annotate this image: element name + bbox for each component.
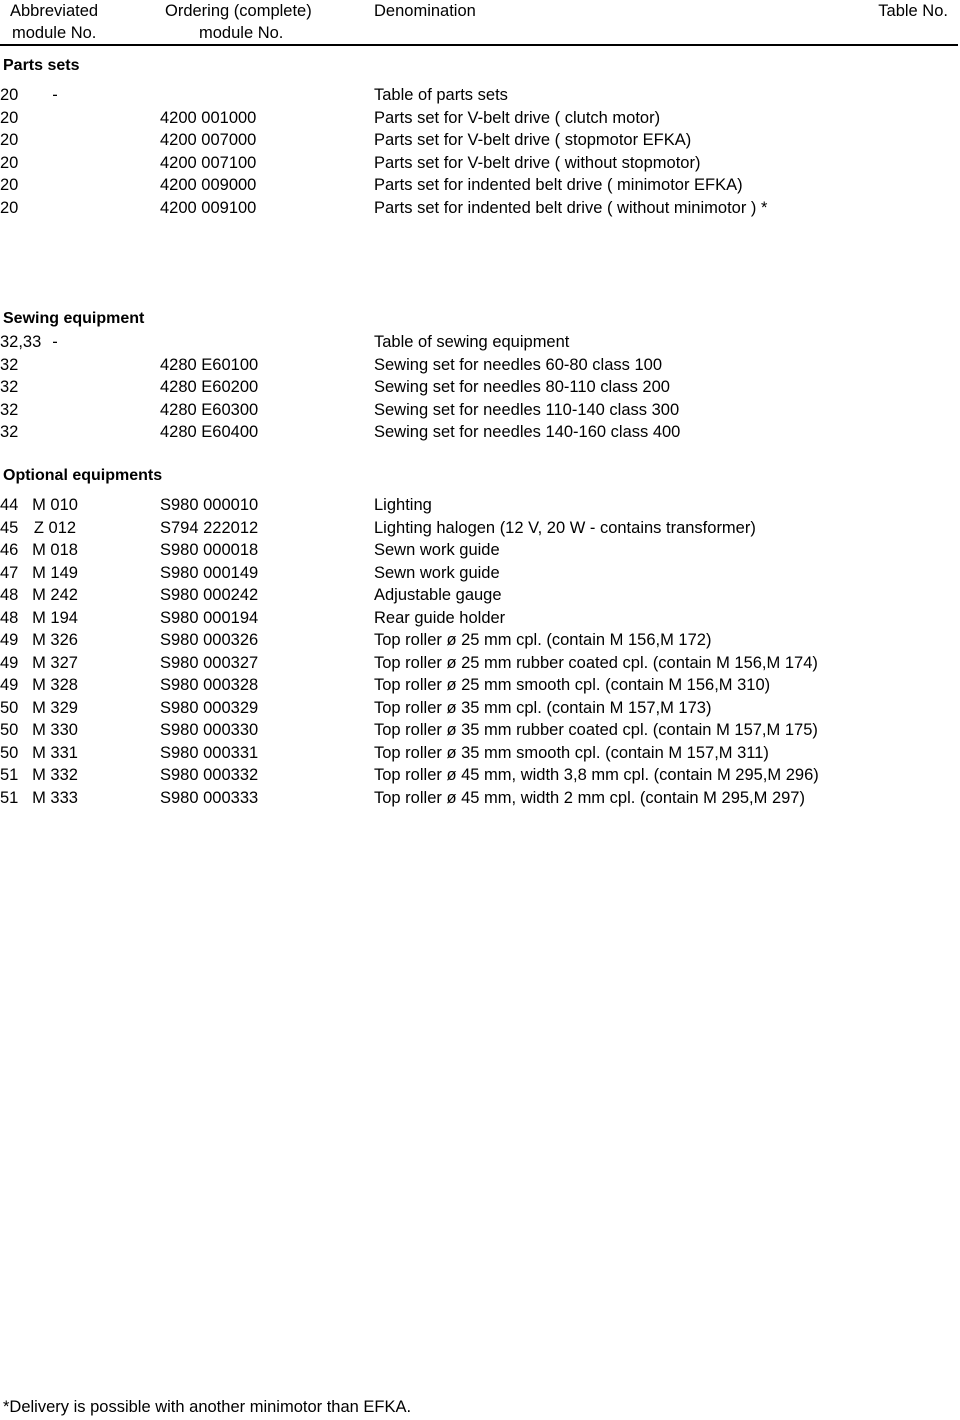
table-row — [0, 494, 960, 516]
table-no: 51 — [0, 788, 19, 807]
table-row — [0, 584, 960, 606]
table-no: 45 — [0, 518, 19, 537]
table-row — [0, 376, 960, 398]
table-no: 20 — [0, 131, 19, 149]
table-row — [0, 697, 960, 719]
ordering-module-no: S980 000010 — [160, 496, 259, 514]
table-row — [0, 787, 960, 809]
abbreviated-module-no: - — [52, 333, 58, 351]
table-row — [0, 764, 960, 786]
abbreviated-module-no: M 326 — [32, 631, 78, 649]
abbreviated-module-no: M 333 — [32, 788, 78, 807]
ordering-module-no: S980 000242 — [160, 586, 259, 604]
denomination: Parts set for indented belt drive ( minimotor EFKA) — [374, 176, 743, 194]
ordering-module-no: 4280 E60100 — [160, 355, 259, 374]
table-row — [0, 652, 960, 674]
denomination: Sewing set for needles 80-110 class 200 — [374, 378, 670, 396]
abbreviated-module-no: M 328 — [32, 676, 78, 694]
ordering-module-no: 4280 E60300 — [160, 400, 259, 419]
ordering-module-no: 4200 007100 — [160, 153, 257, 172]
ordering-module-no: S980 000328 — [160, 676, 259, 694]
table-no: 20 — [0, 153, 19, 172]
table-no: 50 — [0, 743, 19, 762]
denomination: Sewing set for needles 110-140 class 300 — [374, 400, 680, 419]
ordering-module-no: S980 000327 — [160, 653, 259, 672]
ordering-module-no: S980 000333 — [160, 788, 259, 807]
ordering-module-no: 4200 009100 — [160, 198, 257, 217]
table-no: 20 — [0, 198, 19, 217]
denomination: Top roller ø 35 mm rubber coated cpl. (contain M 157,M 175) — [374, 721, 818, 739]
denomination: Parts set for indented belt drive ( without minimotor ) * — [374, 198, 768, 217]
table-row — [0, 129, 960, 151]
table-no: 20 — [0, 86, 19, 104]
ordering-module-no: S980 000329 — [160, 698, 259, 717]
table-row — [0, 517, 960, 539]
abbreviated-module-no: M 331 — [32, 743, 78, 762]
header-abbr — [10, 0, 98, 44]
section-title-optional-equipments: Optional equipments — [3, 467, 163, 484]
table-no: 48 — [0, 608, 19, 627]
table-no: 32 — [0, 423, 19, 441]
abbreviated-module-no: M 018 — [32, 541, 78, 559]
table-row — [0, 174, 960, 196]
footnote: *Delivery is possible with another minimotor than EFKA. — [3, 1398, 412, 1416]
ordering-module-no: 4280 E60400 — [160, 423, 259, 441]
abbreviated-module-no: M 327 — [32, 653, 78, 672]
denomination: Table of parts sets — [374, 86, 508, 104]
table-row — [0, 719, 960, 741]
table-no: 32 — [0, 378, 19, 396]
denomination: Sewn work guide — [374, 541, 500, 559]
denomination: Top roller ø 25 mm rubber coated cpl. (contain M 156,M 174) — [374, 653, 818, 672]
denomination: Lighting halogen (12 V, 20 W - contains transformer) — [374, 518, 756, 537]
denomination: Sewn work guide — [374, 563, 500, 582]
table-no: 47 — [0, 563, 19, 582]
table-row — [0, 607, 960, 629]
table-no: 32,33 — [0, 333, 42, 351]
table-no: 32 — [0, 400, 19, 419]
denomination: Lighting — [374, 496, 432, 514]
table-no: 44 — [0, 496, 19, 514]
abbreviated-module-no: M 010 — [32, 496, 78, 514]
table-no: 49 — [0, 676, 19, 694]
table-row — [0, 539, 960, 561]
denomination: Parts set for V-belt drive ( without stopmotor) — [374, 153, 701, 172]
header-abbr-line2: module No. — [12, 24, 97, 42]
abbreviated-module-no: M 329 — [32, 698, 78, 717]
table-row — [0, 331, 960, 353]
table-row — [0, 742, 960, 764]
table-row — [0, 84, 960, 106]
table-no: 50 — [0, 698, 19, 717]
section-title-parts-sets: Parts sets — [3, 57, 80, 74]
table-no: 20 — [0, 108, 19, 127]
ordering-module-no: S794 222012 — [160, 518, 259, 537]
denomination: Adjustable gauge — [374, 586, 502, 604]
ordering-module-no: S980 000018 — [160, 541, 259, 559]
ordering-module-no: S980 000331 — [160, 743, 259, 762]
table-row — [0, 354, 960, 376]
denomination: Rear guide holder — [374, 608, 506, 627]
denomination: Parts set for V-belt drive ( clutch motor) — [374, 108, 661, 127]
header-rule — [0, 44, 958, 46]
denomination: Table of sewing equipment — [374, 333, 570, 351]
table-row — [0, 562, 960, 584]
table-no: 32 — [0, 355, 19, 374]
abbreviated-module-no: M 194 — [32, 608, 78, 627]
table-row — [0, 152, 960, 174]
denomination: Sewing set for needles 140-160 class 400 — [374, 423, 681, 441]
ordering-module-no: 4280 E60200 — [160, 378, 259, 396]
table-row — [0, 421, 960, 443]
table-no: 49 — [0, 631, 19, 649]
table-row — [0, 107, 960, 129]
ordering-module-no: S980 000194 — [160, 608, 259, 627]
table-no: 46 — [0, 541, 19, 559]
table-row — [0, 674, 960, 696]
denomination: Top roller ø 35 mm cpl. (contain M 157,M 173) — [374, 698, 712, 717]
ordering-module-no: S980 000330 — [160, 721, 259, 739]
ordering-module-no: 4200 009000 — [160, 176, 257, 194]
header-order-line2: module No. — [199, 24, 284, 42]
header-abbr-line1: Abbreviated — [10, 2, 99, 20]
table-no: 49 — [0, 653, 19, 672]
abbreviated-module-no: Z 012 — [33, 518, 77, 537]
denomination: Sewing set for needles 60-80 class 100 — [374, 355, 663, 374]
denomination: Parts set for V-belt drive ( stopmotor EFKA) — [374, 131, 692, 149]
table-row — [0, 197, 960, 219]
header-table-no: Table No. — [878, 2, 948, 20]
denomination: Top roller ø 45 mm, width 2 mm cpl. (contain M 295,M 297) — [374, 788, 805, 807]
ordering-module-no: S980 000326 — [160, 631, 259, 649]
table-no: 51 — [0, 766, 19, 784]
table-no: 48 — [0, 586, 19, 604]
table-no: 50 — [0, 721, 19, 739]
denomination: Top roller ø 45 mm, width 3,8 mm cpl. (contain M 295,M 296) — [374, 766, 819, 784]
denomination: Top roller ø 25 mm cpl. (contain M 156,M 172) — [374, 631, 712, 649]
header-order-line1: Ordering (complete) — [165, 2, 312, 20]
denomination: Top roller ø 35 mm smooth cpl. (contain M 157,M 311) — [374, 743, 769, 762]
section-title-sewing-equipment: Sewing equipment — [3, 310, 145, 327]
header-denomination: Denomination — [374, 2, 476, 20]
ordering-module-no: 4200 001000 — [160, 108, 257, 127]
denomination: Top roller ø 25 mm smooth cpl. (contain M 156,M 310) — [374, 676, 771, 694]
ordering-module-no: S980 000332 — [160, 766, 259, 784]
abbreviated-module-no: M 332 — [32, 766, 78, 784]
ordering-module-no: 4200 007000 — [160, 131, 257, 149]
abbreviated-module-no: M 242 — [32, 586, 78, 604]
header-order — [165, 0, 312, 44]
abbreviated-module-no: M 330 — [32, 721, 78, 739]
table-no: 20 — [0, 176, 19, 194]
ordering-module-no: S980 000149 — [160, 563, 259, 582]
abbreviated-module-no: M 149 — [32, 563, 78, 582]
table-row — [0, 629, 960, 651]
table-row — [0, 399, 960, 421]
abbreviated-module-no: - — [52, 86, 58, 104]
